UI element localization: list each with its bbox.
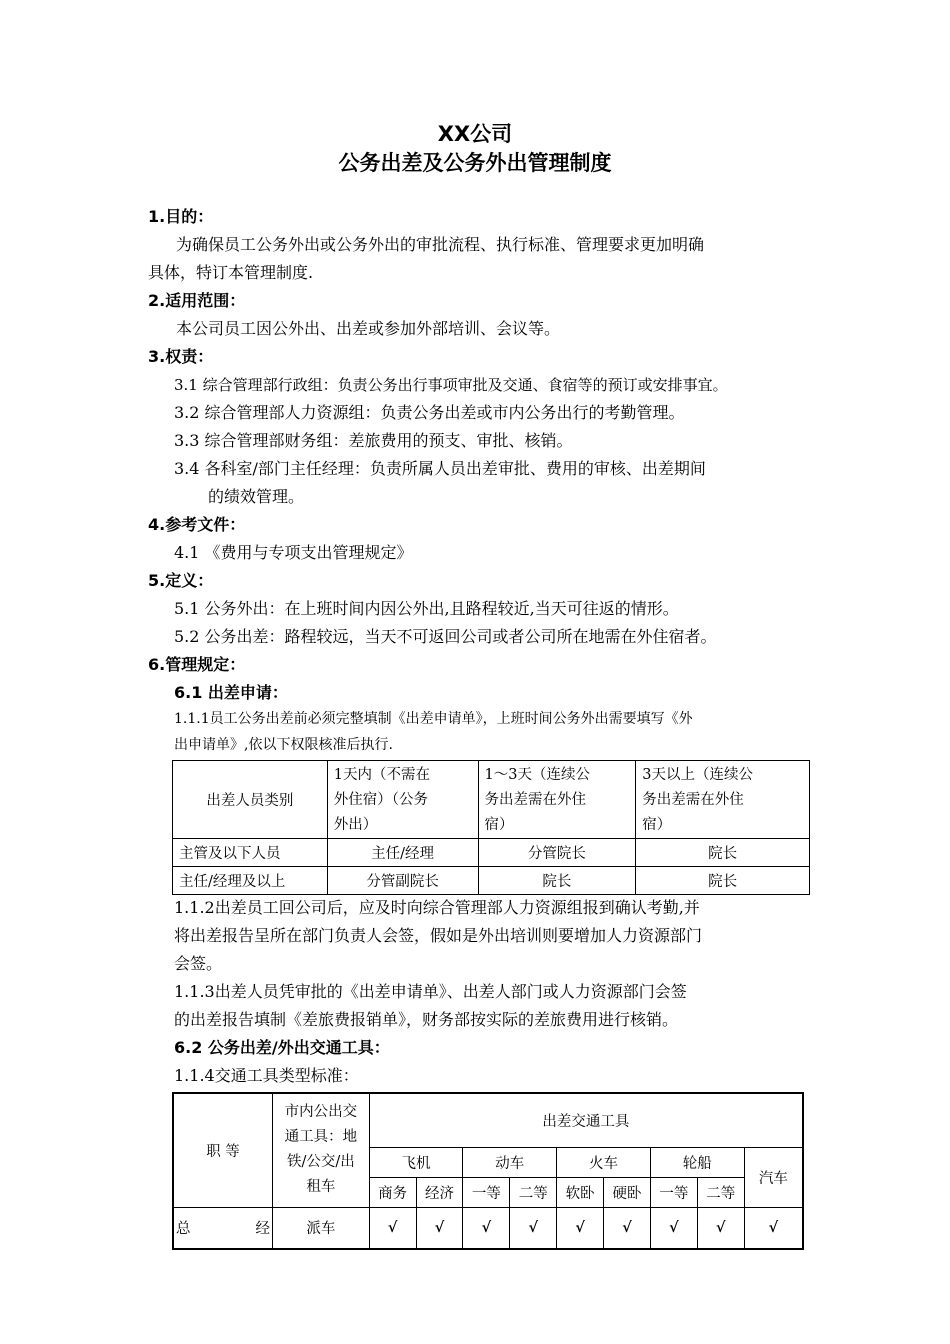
header-line: 3天以上（连续公 <box>642 767 753 783</box>
table-header-row <box>173 761 810 839</box>
company-name: XX公司 <box>437 122 513 146</box>
paragraph-line: 1.1.1员工公务出差前必须完整填制《出差申请单》，上班时间公务外出需要填写《外 <box>174 711 693 727</box>
rank-text: 总 <box>176 1221 191 1238</box>
sub-header-cell: 一等 <box>463 1177 510 1207</box>
list-item: 3.3 综合管理部财务组：差旅费用的预支、审批、核销。 <box>174 431 573 450</box>
check-mark: √ <box>697 1207 744 1249</box>
list-item: 3.1 综合管理部行政组：负责公务出行事项审批及交通、食宿等的预订或安排事宜。 <box>174 376 728 394</box>
check-mark: √ <box>369 1207 416 1249</box>
group-header-cell: 飞机 <box>369 1147 463 1177</box>
sub-header-cell: 硬卧 <box>604 1177 651 1207</box>
check-mark: √ <box>510 1207 557 1249</box>
sub-header-cell: 经济 <box>416 1177 463 1207</box>
table-header-row <box>173 1093 803 1147</box>
group-header-cell: 动车 <box>463 1147 557 1177</box>
section-heading: 3.权责： <box>148 347 214 366</box>
header-line: 1天内（不需在 <box>333 767 430 783</box>
table-cell: 院长 <box>636 867 810 895</box>
table-cell: 主任/经理及以上 <box>173 867 328 895</box>
header-line: 1～3天（连续公 <box>484 767 590 783</box>
check-mark: √ <box>463 1207 510 1249</box>
section-heading: 2.适用范围： <box>148 291 246 310</box>
header-line: 宿） <box>484 817 514 833</box>
sub-header-cell: 一等 <box>650 1177 697 1207</box>
header-line: 铁/公交/出 <box>286 1154 355 1171</box>
sub-header-cell: 二等 <box>510 1177 557 1207</box>
paragraph-line: 的出差报告填制《差旅费报销单》，财务部按实际的差旅费用进行核销。 <box>174 1010 679 1029</box>
list-item: 3.4 各科室/部门主任经理：负责所属人员出差审批、费用的审核、出差期间 <box>174 459 706 478</box>
table-cell: 分管院长 <box>478 839 636 867</box>
travel-transport-header-cell: 出差交通工具 <box>369 1093 803 1147</box>
city-transport-header-cell <box>273 1093 370 1207</box>
paragraph-line: 出申请单》,依以下权限核准后执行. <box>174 737 393 753</box>
table-row <box>173 1207 803 1249</box>
group-header-cell: 汽车 <box>744 1147 803 1207</box>
approval-table <box>172 760 810 895</box>
header-line: 务出差需在外住 <box>484 792 586 808</box>
paragraph-line: 本公司员工因公外出、出差或参加外部培训、会议等。 <box>176 319 561 338</box>
header-line: 外住宿）（公务 <box>333 792 428 808</box>
section-heading: 4.参考文件： <box>148 515 246 534</box>
paragraph-line: 会签。 <box>174 954 223 973</box>
list-item: 3.2 综合管理部人力资源组：负责公务出差或市内公务出行的考勤管理。 <box>174 403 685 422</box>
subsection-heading: 6.1 出差申请： <box>174 683 288 702</box>
document-title: 公务出差及公务外出管理制度 <box>338 151 612 175</box>
table-cell: 院长 <box>478 867 636 895</box>
header-line: 通工具：地 <box>284 1129 358 1146</box>
list-item: 4.1 《费用与专项支出管理规定》 <box>174 543 413 562</box>
table-cell: 主任/经理 <box>327 839 478 867</box>
table-row <box>173 839 810 867</box>
paragraph-line: 为确保员工公务外出或公务外出的审批流程、执行标准、管理要求更加明确 <box>176 235 705 254</box>
transport-table <box>172 1092 804 1250</box>
table-cell: 分管副院长 <box>327 867 478 895</box>
paragraph-line: 具体，特订本管理制度. <box>148 263 314 282</box>
table-cell: 院长 <box>636 839 810 867</box>
table-header-cell <box>327 761 478 839</box>
paragraph-line: 将出差报告呈所在部门负责人会签，假如是外出培训则要增加人力资源部门 <box>174 926 703 945</box>
check-mark: √ <box>557 1207 604 1249</box>
section-heading: 6.管理规定： <box>148 655 246 674</box>
check-mark: √ <box>416 1207 463 1249</box>
table-row <box>173 867 810 895</box>
rank-cell <box>173 1207 273 1249</box>
header-line: 外出） <box>333 817 378 833</box>
table-header-cell <box>478 761 636 839</box>
list-item: 5.2 公务出差：路程较远，当天不可返回公司或者公司所在地需在外住宿者。 <box>174 627 717 646</box>
sub-header-cell: 二等 <box>697 1177 744 1207</box>
sub-header-cell: 商务 <box>369 1177 416 1207</box>
header-line: 宿） <box>642 817 672 833</box>
section-heading: 1.目的： <box>148 207 214 226</box>
check-mark: √ <box>650 1207 697 1249</box>
list-item: 5.1 公务外出：在上班时间内因公外出,且路程较近,当天可往返的情形。 <box>174 599 679 618</box>
header-line: 市内公出交 <box>284 1104 358 1121</box>
paragraph-line: 1.1.3出差人员凭审批的《出差申请单》、出差人部门或人力资源部门会签 <box>174 982 687 1001</box>
header-line: 务出差需在外住 <box>642 792 744 808</box>
header-line: 租车 <box>306 1179 336 1196</box>
table-header-cell: 出差人员类别 <box>173 761 328 839</box>
table-cell: 主管及以下人员 <box>173 839 328 867</box>
paragraph-line: 1.1.4交通工具类型标准： <box>174 1066 359 1085</box>
rank-text: 经 <box>255 1221 271 1238</box>
check-mark: √ <box>744 1207 803 1249</box>
section-heading: 5.定义： <box>148 571 214 590</box>
paragraph-line: 1.1.2出差员工回公司后，应及时向综合管理部人力资源组报到确认考勤,并 <box>174 898 700 917</box>
subsection-heading: 6.2 公务出差/外出交通工具： <box>174 1038 390 1057</box>
sub-header-cell: 软卧 <box>557 1177 604 1207</box>
rank-header-cell: 职 等 <box>173 1093 273 1207</box>
list-item-continuation: 的绩效管理。 <box>208 487 305 506</box>
check-mark: √ <box>604 1207 651 1249</box>
group-header-cell: 火车 <box>557 1147 651 1177</box>
group-header-cell: 轮船 <box>650 1147 744 1177</box>
table-header-cell <box>636 761 810 839</box>
table-cell: 派车 <box>273 1207 370 1249</box>
